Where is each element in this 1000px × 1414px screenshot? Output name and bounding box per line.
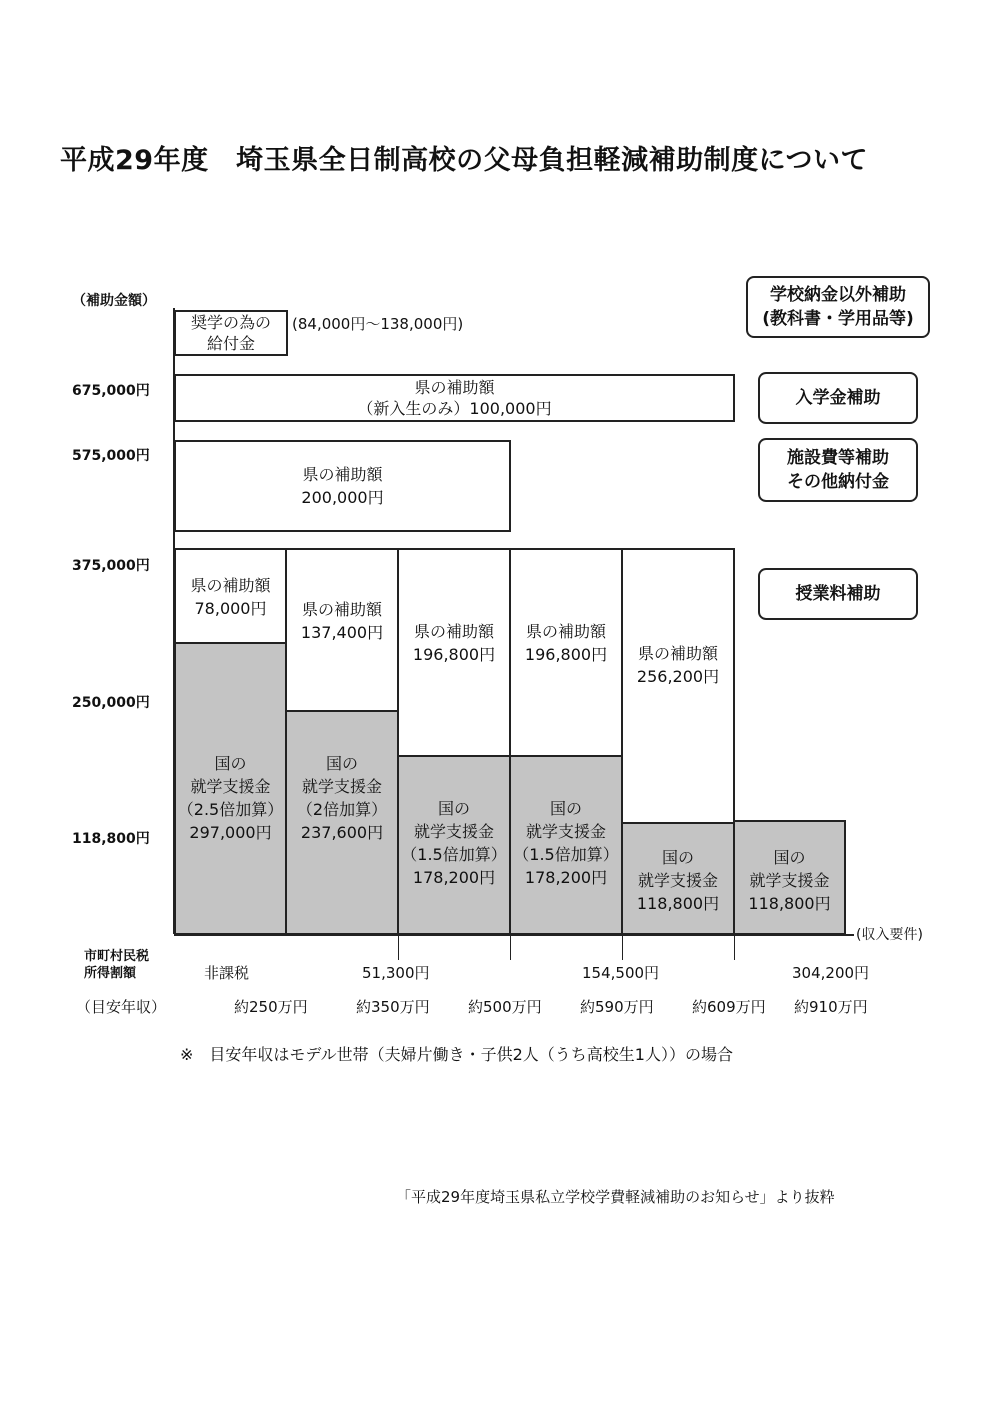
pref-tuition-col-3 bbox=[397, 548, 511, 757]
national-6-line2: 就学支援金 bbox=[749, 871, 830, 890]
national-4-line2: 就学支援金 bbox=[525, 822, 606, 841]
tax-value-304200: 304,200円 bbox=[792, 964, 870, 982]
pref-tuition-2-label: 県の補助額 bbox=[301, 600, 382, 619]
national-2-line2: 就学支援金 bbox=[301, 777, 382, 796]
tax-value-51300: 51,300円 bbox=[362, 964, 430, 982]
y-tick-675000: 675,000円 bbox=[72, 383, 150, 399]
scholarship-line1: 奨学の為の bbox=[190, 313, 271, 332]
pref-tuition-col-1 bbox=[174, 548, 287, 644]
national-1-line2: 就学支援金 bbox=[190, 777, 271, 796]
facility-line2: 200,000円 bbox=[301, 488, 384, 507]
income-label: （目安年収） bbox=[76, 998, 167, 1016]
pref-tuition-2-amount: 137,400円 bbox=[300, 623, 384, 642]
pref-tuition-3-amount: 196,800円 bbox=[412, 645, 496, 664]
pref-tuition-1-label: 県の補助額 bbox=[190, 576, 271, 595]
tax-label-1: 市町村民税 bbox=[84, 949, 150, 964]
income-requirement-label: (収入要件) bbox=[856, 927, 923, 943]
national-2-line1: 国の bbox=[325, 754, 358, 773]
income-250: 約250万円 bbox=[234, 998, 308, 1016]
y-tick-375000: 375,000円 bbox=[72, 558, 150, 574]
income-590: 約590万円 bbox=[580, 998, 654, 1016]
income-609: 約609万円 bbox=[692, 998, 766, 1016]
national-support-col-5 bbox=[621, 822, 735, 935]
entrance-subsidy-box bbox=[174, 374, 735, 422]
label-entrance-text: 入学金補助 bbox=[795, 388, 881, 408]
national-3-line3: （1.5倍加算） bbox=[401, 845, 507, 864]
label-other-subsidy bbox=[746, 276, 930, 338]
pref-tuition-5-amount: 256,200円 bbox=[636, 667, 720, 686]
national-2-line4: 237,600円 bbox=[300, 823, 384, 842]
label-other-line1: 学校納金以外補助 bbox=[770, 285, 906, 305]
scholarship-range: (84,000円～138,000円) bbox=[292, 315, 464, 333]
pref-tuition-3-label: 県の補助額 bbox=[413, 622, 494, 641]
entrance-line1: 県の補助額 bbox=[414, 378, 495, 397]
national-6-line3: 118,800円 bbox=[748, 894, 831, 913]
national-4-line4: 178,200円 bbox=[524, 868, 608, 887]
label-other-line2: (教科書・学用品等) bbox=[762, 309, 914, 329]
pref-tuition-col-4 bbox=[509, 548, 623, 757]
x-axis-line bbox=[174, 934, 854, 936]
facility-subsidy-box bbox=[174, 440, 511, 532]
tax-label-2: 所得割額 bbox=[84, 966, 137, 981]
entrance-line2: （新入生のみ）100,000円 bbox=[357, 399, 552, 418]
national-1-line3: （2.5倍加算） bbox=[177, 800, 284, 819]
pref-tuition-5-label: 県の補助額 bbox=[637, 644, 718, 663]
national-2-line3: （2倍加算） bbox=[296, 800, 388, 819]
income-910: 約910万円 bbox=[794, 998, 868, 1016]
facility-line1: 県の補助額 bbox=[302, 465, 383, 484]
tax-value-154500: 154,500円 bbox=[582, 964, 660, 982]
y-tick-575000: 575,000円 bbox=[72, 448, 150, 464]
y-tick-250000: 250,000円 bbox=[72, 695, 150, 711]
income-350: 約350万円 bbox=[356, 998, 430, 1016]
scholarship-line2: 給付金 bbox=[206, 334, 255, 353]
income-500: 約500万円 bbox=[468, 998, 542, 1016]
label-facility-line1: 施設費等補助 bbox=[787, 448, 889, 468]
national-1-line4: 297,000円 bbox=[189, 823, 272, 842]
page-title: 平成29年度 埼玉県全日制高校の父母負担軽減補助制度について bbox=[60, 145, 869, 176]
national-support-col-6 bbox=[733, 820, 846, 935]
national-support-col-3 bbox=[397, 755, 511, 935]
national-1-line1: 国の bbox=[214, 754, 247, 773]
national-3-line1: 国の bbox=[437, 799, 470, 818]
national-6-line1: 国の bbox=[773, 848, 806, 867]
national-5-line3: 118,800円 bbox=[636, 894, 720, 913]
scholarship-box bbox=[174, 310, 288, 356]
label-entrance-subsidy bbox=[758, 372, 918, 424]
x-tick-4 bbox=[734, 934, 735, 960]
y-tick-118800: 118,800円 bbox=[72, 831, 150, 847]
national-support-col-4 bbox=[509, 755, 623, 935]
label-facility-subsidy bbox=[758, 438, 918, 502]
tax-value-nontaxable: 非課税 bbox=[204, 964, 250, 982]
x-tick-2 bbox=[510, 934, 511, 960]
national-5-line1: 国の bbox=[661, 848, 694, 867]
pref-tuition-col-2 bbox=[285, 548, 399, 712]
national-support-col-1 bbox=[174, 642, 287, 935]
x-tick-1 bbox=[398, 934, 399, 960]
national-5-line2: 就学支援金 bbox=[637, 871, 718, 890]
national-4-line3: （1.5倍加算） bbox=[513, 845, 619, 864]
footnote: ※ 目安年収はモデル世帯（夫婦片働き・子供2人（うち高校生1人））の場合 bbox=[180, 1045, 733, 1064]
label-tuition-subsidy bbox=[758, 568, 918, 620]
pref-tuition-4-label: 県の補助額 bbox=[525, 622, 606, 641]
national-support-col-2 bbox=[285, 710, 399, 935]
y-axis-label: （補助金額） bbox=[72, 293, 156, 309]
pref-tuition-4-amount: 196,800円 bbox=[524, 645, 608, 664]
national-3-line2: 就学支援金 bbox=[413, 822, 494, 841]
label-tuition-text: 授業料補助 bbox=[795, 584, 881, 604]
pref-tuition-1-amount: 78,000円 bbox=[194, 599, 267, 618]
source-note: 「平成29年度埼玉県私立学校学費軽減補助のお知らせ」より抜粋 bbox=[396, 1188, 835, 1206]
national-4-line1: 国の bbox=[549, 799, 582, 818]
label-facility-line2: その他納付金 bbox=[787, 472, 889, 492]
pref-tuition-col-5 bbox=[621, 548, 735, 824]
national-3-line4: 178,200円 bbox=[412, 868, 496, 887]
x-tick-3 bbox=[622, 934, 623, 960]
